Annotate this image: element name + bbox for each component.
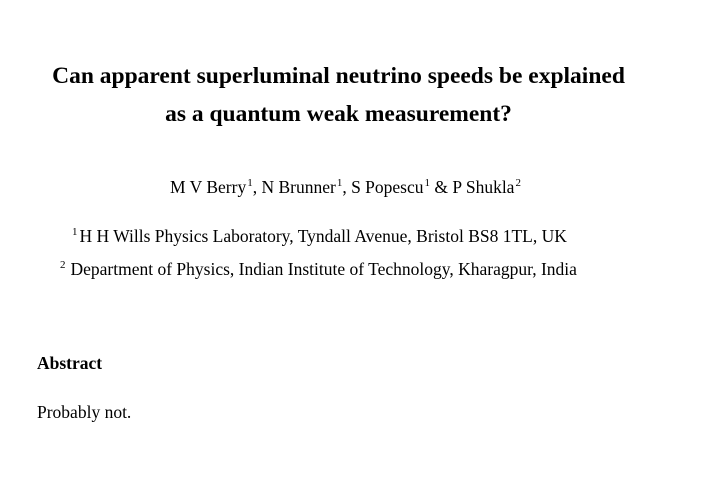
author: M V Berry$^1$, — [170, 177, 262, 197]
paper-title-line-1: Can apparent superluminal neutrino speeds be explained — [52, 63, 625, 89]
affiliation-marker: 2 — [60, 259, 66, 271]
affiliation-marker: 2 — [515, 177, 521, 189]
affiliation-marker: 1 — [336, 177, 343, 189]
author: N Brunner$^1$, — [261, 177, 352, 197]
affiliation-marker: 1 — [72, 226, 78, 238]
affiliation-marker: 1 — [247, 177, 253, 189]
author-list — [0, 176, 703, 198]
abstract-heading: Abstract — [37, 353, 103, 373]
paper-title-line-2: as a quantum weak measurement? — [165, 101, 512, 127]
affiliation-1: $^1$ H H Wills Physics Laboratory, Tyndall Avenue, Bristol BS8 1TL, UK — [72, 226, 567, 246]
affiliation-marker: 1 — [424, 177, 430, 189]
author: P Shukla$^2$ — [452, 177, 521, 197]
abstract-body: Probably not. — [37, 402, 132, 422]
affiliation-2: $^2$ Department of Physics, Indian Institute of Technology, Kharagpur, India — [60, 259, 577, 279]
author: S Popescu$^1$ & — [351, 177, 453, 197]
